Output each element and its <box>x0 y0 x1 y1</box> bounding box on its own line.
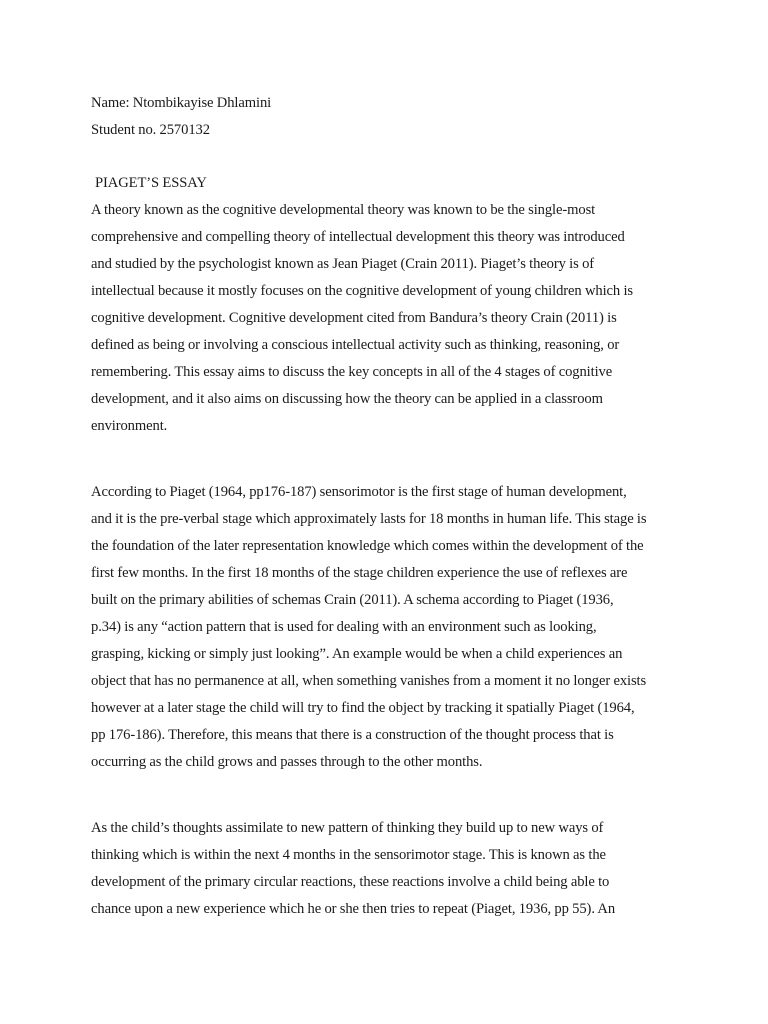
paragraph-3 <box>91 815 691 923</box>
paragraph-2 <box>91 479 691 776</box>
document-body <box>91 90 691 923</box>
paragraph-1 <box>91 197 691 440</box>
student-number: Student no. 2570132 <box>91 122 210 138</box>
paragraph-line: p.34) is any “action pattern that is used for dealing with an environment such as looking, <box>91 619 597 635</box>
spacer <box>91 440 691 479</box>
paragraph-line: thinking which is within the next 4 months in the sensorimotor stage. This is known as the <box>91 847 606 863</box>
paragraph-line: intellectual because it mostly focuses on the cognitive development of young children which is <box>91 283 634 299</box>
paragraph-line: development of the primary circular reactions, these reactions involve a child being able to <box>91 874 610 890</box>
paragraph-line: built on the primary abilities of schemas Crain (2011). A schema according to Piaget (1936, <box>91 592 614 608</box>
paragraph-line: defined as being or involving a conscious intellectual activity such as thinking, reasoning, or <box>91 337 620 353</box>
paragraph-line: environment. <box>91 418 168 434</box>
paragraph-line: the foundation of the later representation knowledge which comes within the development of the <box>91 538 644 554</box>
paragraph-line: According to Piaget (1964, pp176-187) sensorimotor is the first stage of human development, <box>91 484 627 500</box>
paragraph-line: first few months. In the first 18 months of the stage children experience the use of reflexes are <box>91 565 628 581</box>
spacer <box>91 776 691 815</box>
paragraph-line: A theory known as the cognitive developmental theory was known to be the single-most <box>91 202 596 218</box>
paragraph-line: chance upon a new experience which he or she then tries to repeat (Piaget, 1936, pp 55). An <box>91 901 616 917</box>
paragraph-line: pp 176-186). Therefore, this means that there is a construction of the thought process that is <box>91 727 614 743</box>
paragraph-line: development, and it also aims on discussing how the theory can be applied in a classroom <box>91 391 603 407</box>
paragraph-line: and studied by the psychologist known as Jean Piaget (Crain 2011). Piaget’s theory is of <box>91 256 595 272</box>
essay-title: PIAGET’S ESSAY <box>95 175 207 191</box>
paragraph-line: As the child’s thoughts assimilate to new pattern of thinking they build up to new ways of <box>91 820 604 836</box>
paragraph-line: comprehensive and compelling theory of intellectual development this theory was introduced <box>91 229 625 245</box>
spacer <box>91 144 691 170</box>
paragraph-line: occurring as the child grows and passes through to the other months. <box>91 754 483 770</box>
paragraph-line: grasping, kicking or simply just looking”. An example would be when a child experiences an <box>91 646 623 662</box>
paragraph-line: cognitive development. Cognitive development cited from Bandura’s theory Crain (2011) is <box>91 310 617 326</box>
paragraph-line: object that has no permanence at all, when something vanishes from a moment it no longer exists <box>91 673 647 689</box>
student-name: Name: Ntombikayise Dhlamini <box>91 95 272 111</box>
paragraph-line: however at a later stage the child will try to find the object by tracking it spatially Piaget (1964, <box>91 700 635 716</box>
paragraph-line: remembering. This essay aims to discuss the key concepts in all of the 4 stages of cognitive <box>91 364 613 380</box>
paragraph-line: and it is the pre-verbal stage which approximately lasts for 18 months in human life. This stage is <box>91 511 647 527</box>
